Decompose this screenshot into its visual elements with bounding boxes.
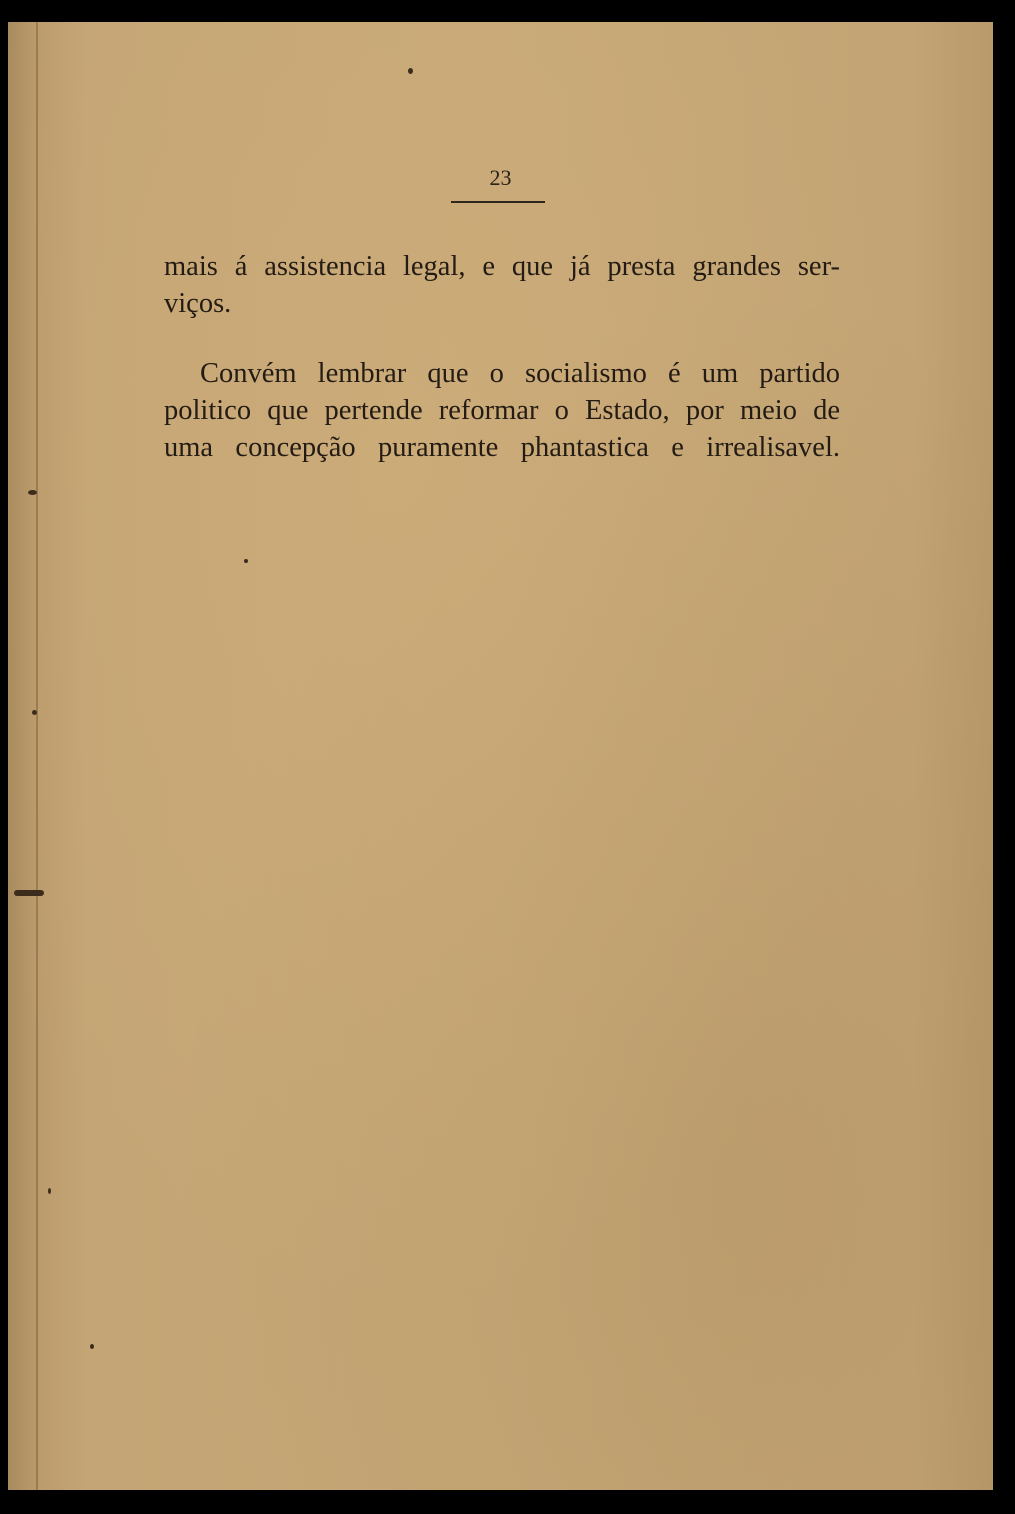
paper-speck <box>14 890 44 896</box>
paper-speck <box>28 490 37 495</box>
paper-speck <box>90 1344 94 1349</box>
book-page <box>8 22 993 1490</box>
paper-speck <box>244 559 248 563</box>
text-line: Convém lembrar que o socialismo é um partido <box>200 358 840 389</box>
text-line: mais á assistencia legal, e que já presta grandes ser- <box>164 251 840 282</box>
paragraph-1 <box>164 248 840 322</box>
paragraph-spacing <box>164 322 840 355</box>
text-line: politico que pertende reformar o Estado, por meio de <box>164 395 840 426</box>
paper-speck <box>32 710 37 715</box>
paragraph-2 <box>164 355 840 466</box>
binding-gutter <box>36 22 38 1490</box>
text-line: uma concepção puramente phantastica e irrealisavel. <box>164 432 840 463</box>
page-number: 23 <box>489 165 512 190</box>
header-rule <box>451 201 545 203</box>
text-line: viços. <box>164 288 232 319</box>
paper-speck <box>48 1188 51 1194</box>
paper-speck <box>408 68 413 74</box>
body-text <box>164 248 840 466</box>
